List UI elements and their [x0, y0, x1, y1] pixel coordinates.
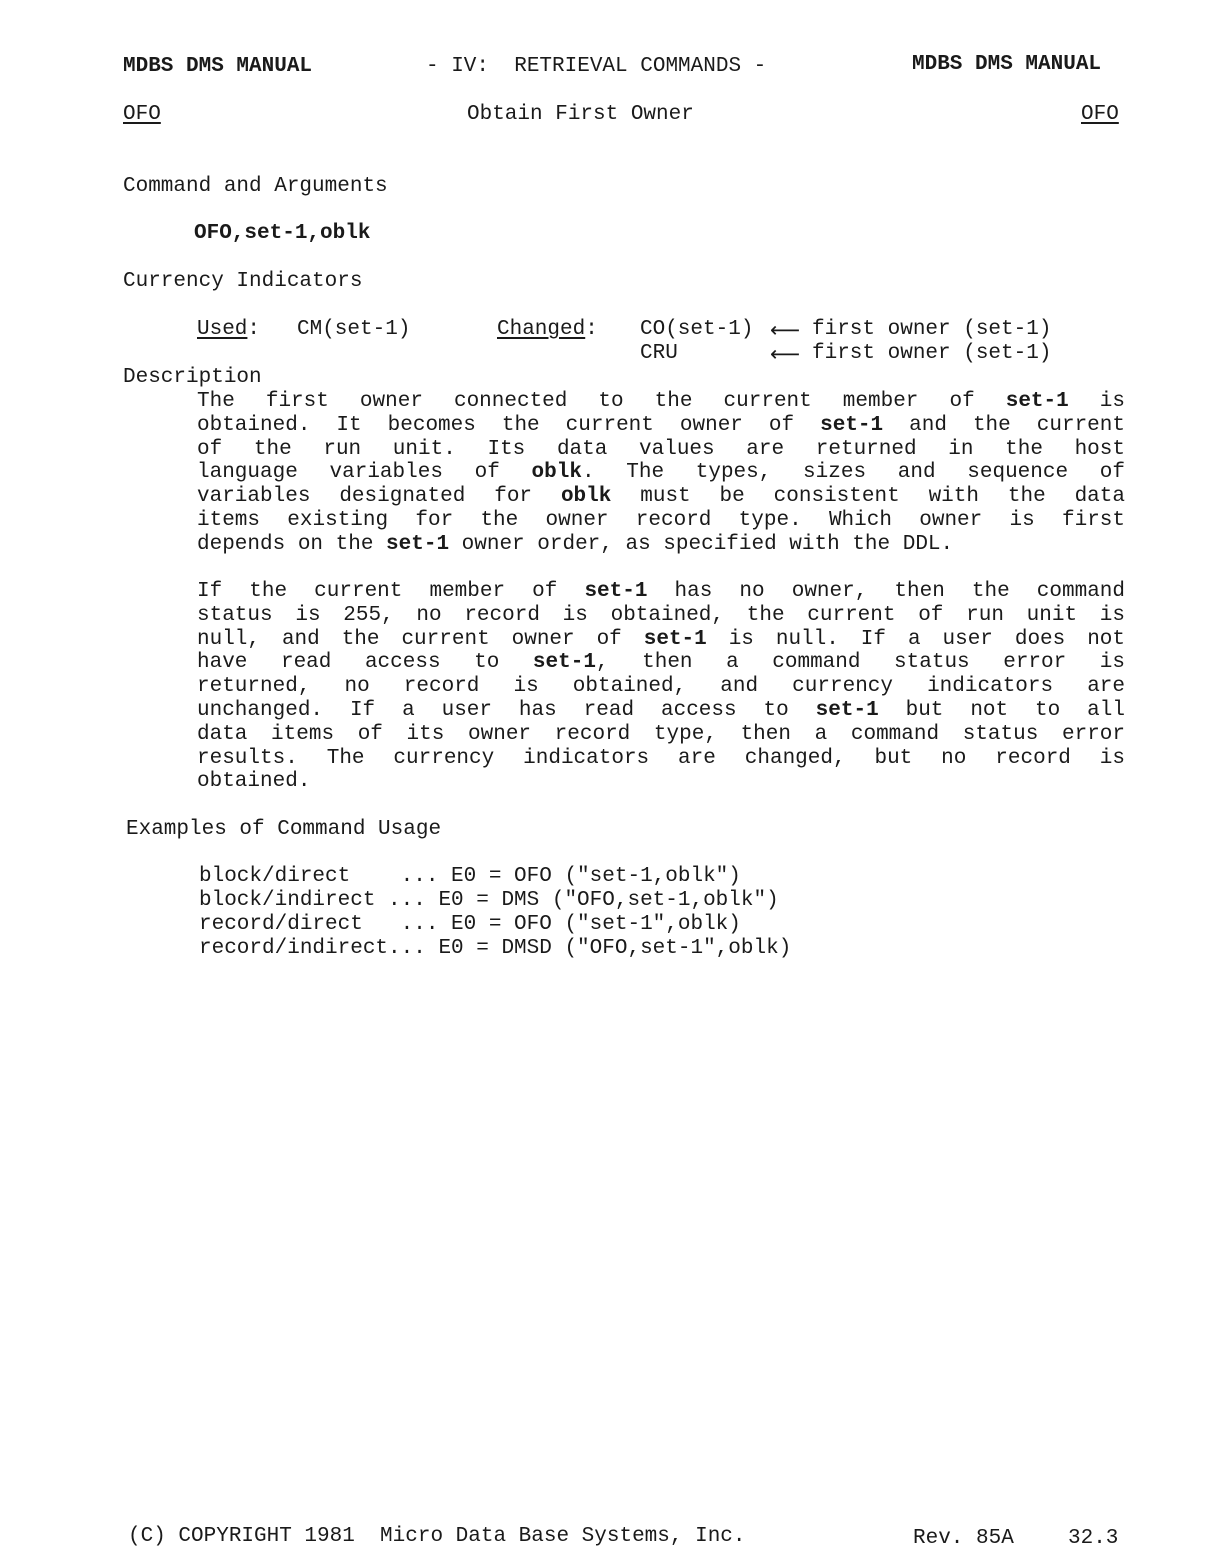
text-line: results. The currency indicators are changed, but no record is [197, 746, 1125, 770]
example-row: record/direct ... E0 = OFO ("set-1",oblk) [199, 913, 741, 936]
used-label: Used [197, 318, 248, 341]
used-value: CM(set-1) [297, 318, 411, 341]
text-line: items existing for the owner record type. Which owner is first [197, 508, 1125, 532]
changed-label: Changed [497, 318, 586, 341]
text-line: unchanged. If a user has read access to set-1 but not to all [197, 698, 1125, 722]
footer-revision: Rev. 85A [913, 1527, 1014, 1550]
command-arguments-heading: Command and Arguments [123, 175, 388, 198]
description-paragraph-2 [197, 580, 1125, 794]
text-line: obtained. It becomes the current owner of set-1 and the current [197, 413, 1125, 437]
text-line: data items of its owner record type, then a command status error [197, 722, 1125, 746]
text-line: have read access to set-1, then a command status error is [197, 651, 1125, 675]
example-row: record/indirect... E0 = DMSD ("OFO,set-1",oblk) [199, 937, 792, 960]
footer-copyright: (C) COPYRIGHT 1981 Micro Data Base Systems, Inc. [128, 1525, 746, 1548]
text-line: The first owner connected to the current member of set-1 is [197, 390, 1125, 413]
left-arrow-icon: ⟵ [770, 318, 801, 342]
header-center: - IV: RETRIEVAL COMMANDS - [426, 55, 767, 78]
changed-value: first owner (set-1) [812, 318, 1052, 341]
examples-list [199, 865, 791, 961]
header-left: MDBS DMS MANUAL [123, 55, 313, 78]
text-line: status is 255, no record is obtained, the current of run unit is [197, 603, 1125, 627]
text-line: obtained. [197, 770, 311, 794]
text-line: depends on the set-1 owner order, as specified with the DDL. [197, 532, 954, 556]
changed-indicator: CO(set-1) [640, 318, 754, 341]
changed-label-group: Changed: [497, 318, 598, 341]
text-line: returned, no record is obtained, and currency indicators are [197, 675, 1125, 699]
left-arrow-icon: ⟵ [770, 342, 801, 366]
header-right: MDBS DMS MANUAL [912, 53, 1102, 76]
example-row: block/direct ... E0 = OFO ("set-1,oblk") [199, 865, 741, 888]
text-line: language variables of oblk. The types, sizes and sequence of [197, 461, 1125, 485]
command-syntax: OFO,set-1,oblk [194, 222, 371, 245]
example-row: block/indirect ... E0 = DMS ("OFO,set-1,oblk") [199, 889, 779, 912]
used-label-group: Used: [197, 318, 261, 341]
command-code-right: OFO [1081, 103, 1119, 126]
description-heading: Description [123, 366, 262, 389]
text-line: of the run unit. Its data values are returned in the host [197, 437, 1125, 461]
text-line: If the current member of set-1 has no owner, then the command [197, 580, 1125, 603]
page-number: 32.3 [1068, 1527, 1119, 1550]
text-line: variables designated for oblk must be consistent with the data [197, 485, 1125, 509]
changed-value: first owner (set-1) [812, 342, 1052, 365]
description-paragraph-1 [197, 390, 1125, 557]
command-code-left: OFO [123, 103, 161, 126]
command-title: Obtain First Owner [467, 103, 694, 126]
examples-heading: Examples of Command Usage [126, 818, 442, 841]
changed-indicator: CRU [640, 342, 678, 365]
currency-indicators-heading: Currency Indicators [123, 270, 363, 293]
text-line: null, and the current owner of set-1 is null. If a user does not [197, 627, 1125, 651]
